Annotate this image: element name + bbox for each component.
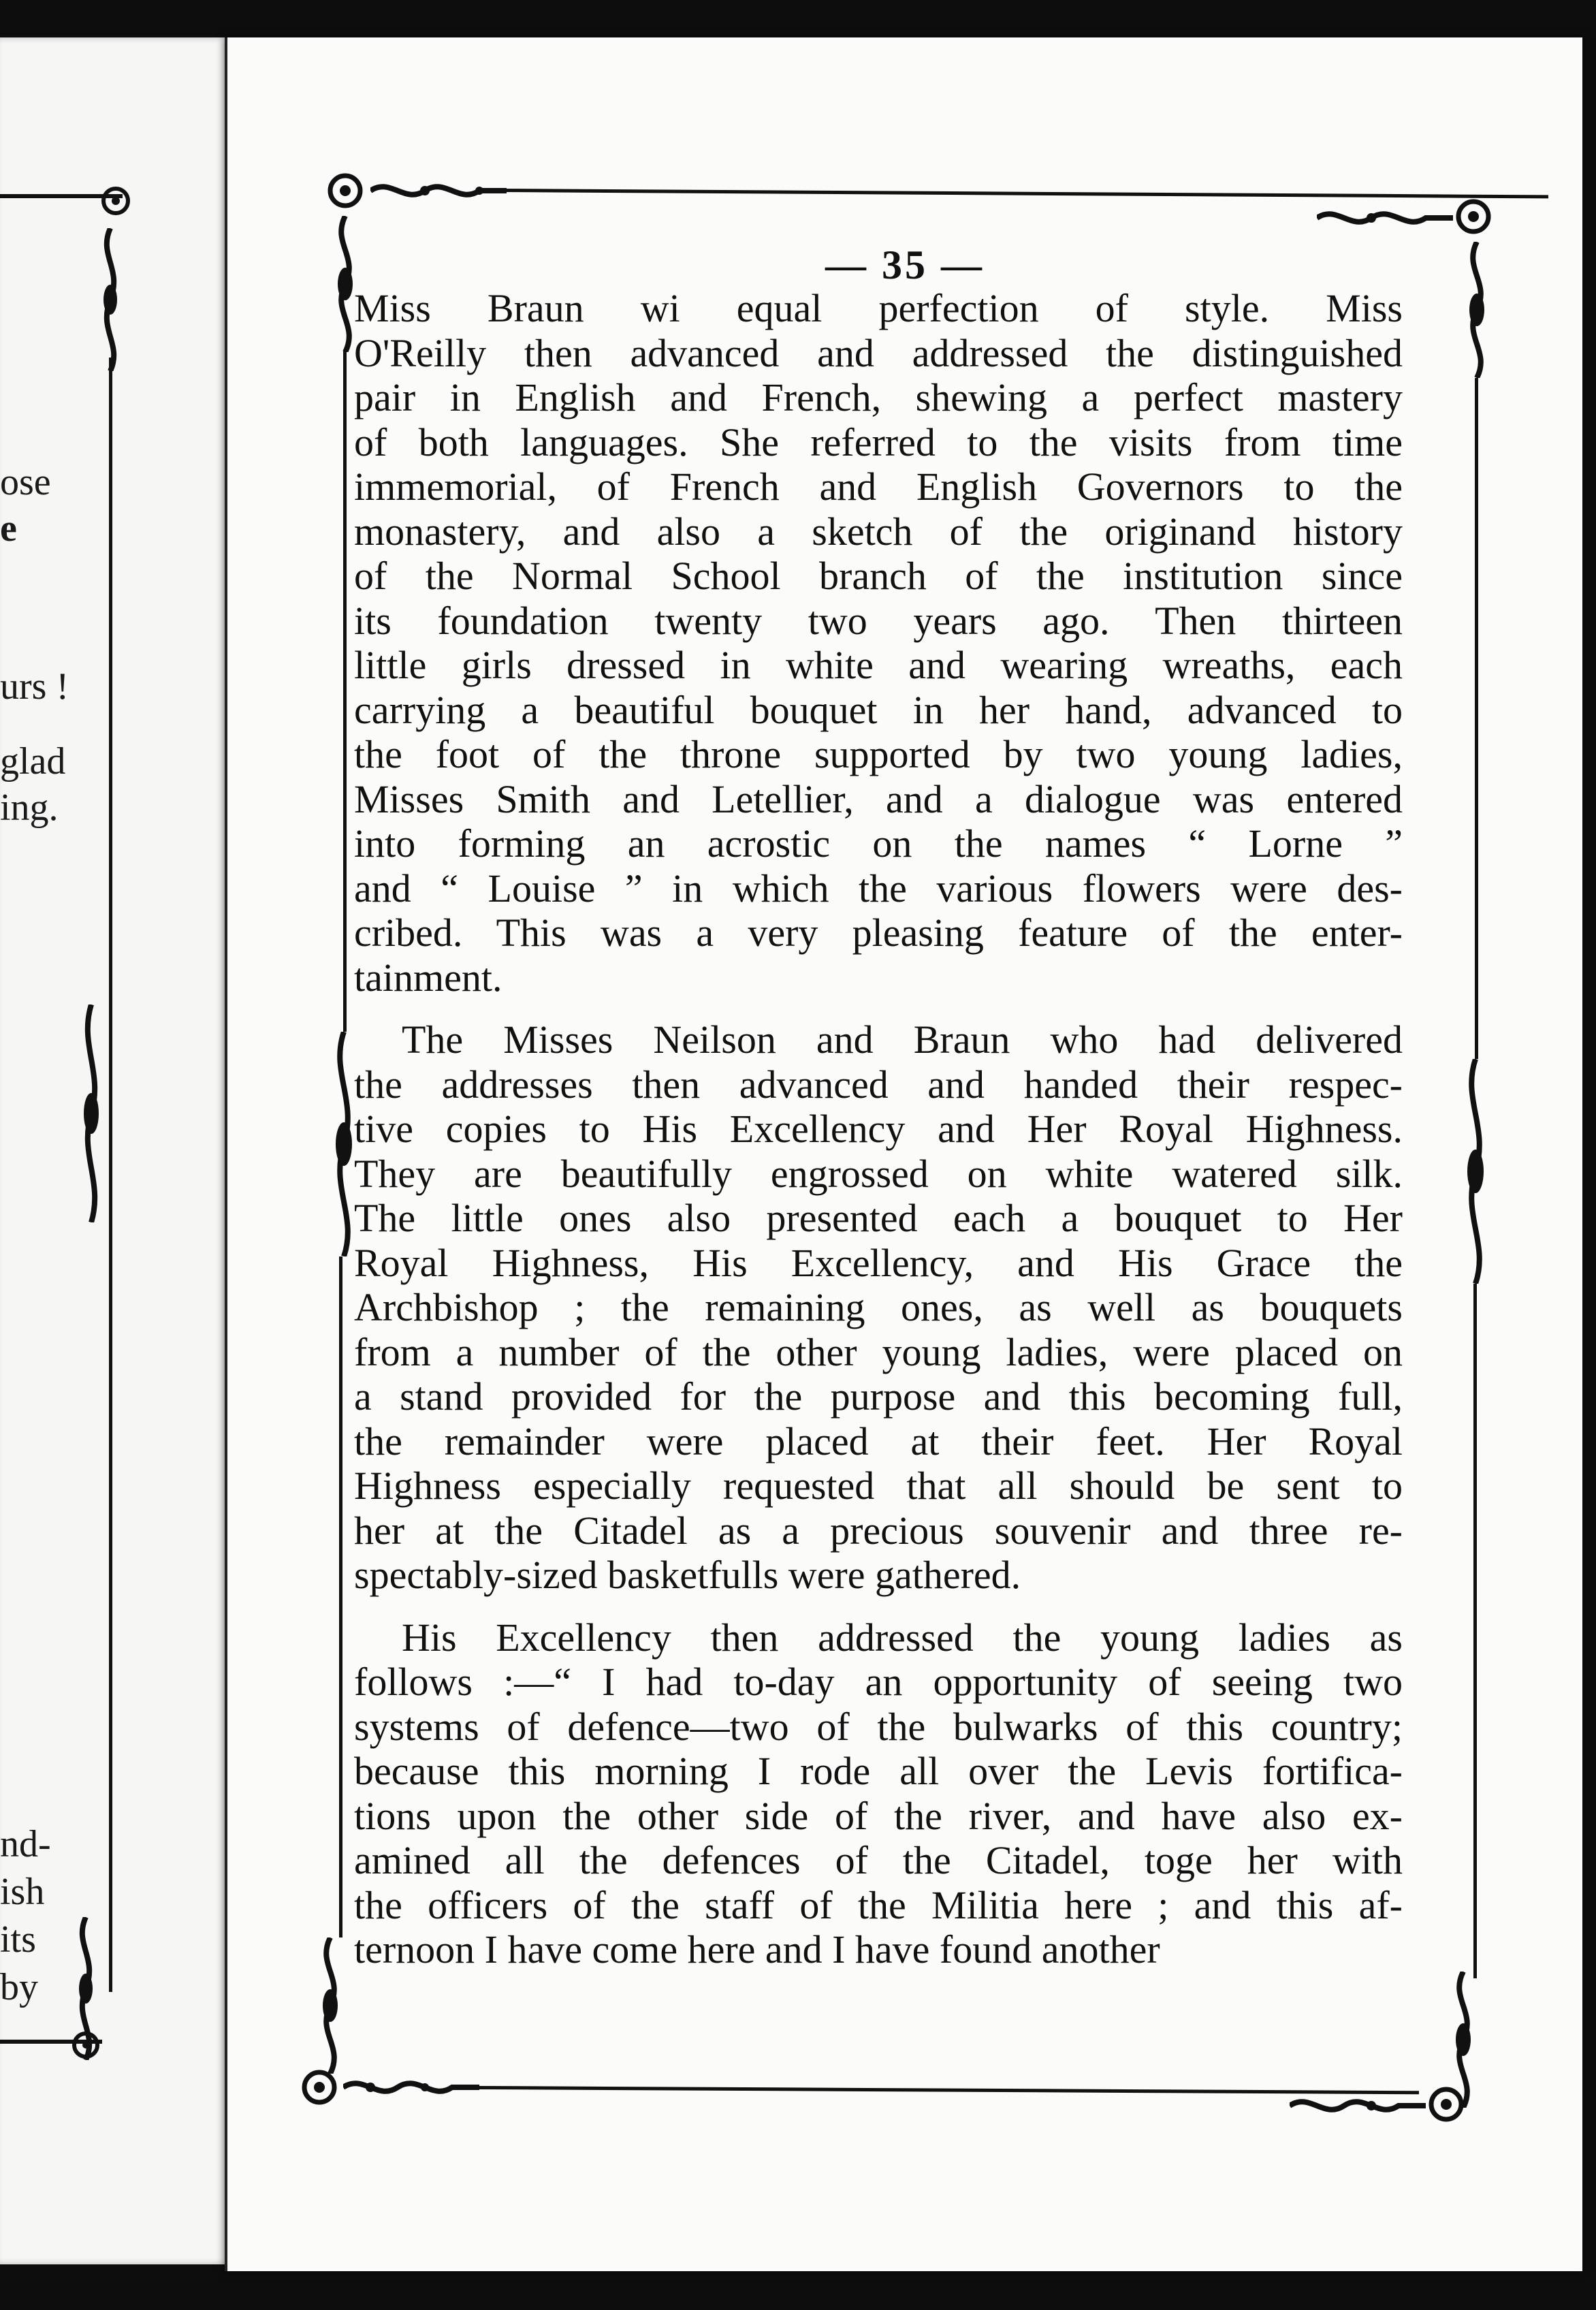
text-line: Misses Smith and Letellier, and a dialogue was entered bbox=[354, 776, 1403, 821]
text-line: immemorial, of French and English Governors to the bbox=[354, 464, 1403, 509]
corner-ornament-icon bbox=[1422, 2080, 1470, 2128]
right-border-rule bbox=[1475, 378, 1478, 1059]
text-line: amined all the defences of the Citadel, toge her with bbox=[354, 1838, 1403, 1882]
previous-page-border-line bbox=[109, 358, 112, 1992]
previous-page-text-fragment: by bbox=[0, 1966, 38, 2008]
previous-page-text-fragment: glad bbox=[0, 740, 66, 782]
text-line: tions upon the other side of the river, and have also ex- bbox=[354, 1793, 1403, 1838]
corner-ornament-icon bbox=[95, 180, 136, 221]
text-line: tive copies to His Excellency and Her Royal Highness. bbox=[354, 1107, 1403, 1151]
text-line: pair in English and French, shewing a perfect mastery bbox=[354, 375, 1403, 420]
text-line: its foundation twenty two years ago. Then thirteen bbox=[354, 598, 1403, 643]
vertical-scroll-ornament-icon bbox=[95, 228, 125, 371]
text-line: systems of defence—two of the bulwarks of this country; bbox=[354, 1704, 1403, 1749]
page-number: — 35 — bbox=[825, 242, 985, 287]
right-border-rule bbox=[1473, 1284, 1477, 1978]
scroll-flourish-icon bbox=[1290, 2089, 1426, 2123]
text-line: The little ones also presented each a bouquet to Her bbox=[354, 1196, 1403, 1240]
scroll-flourish-icon bbox=[370, 174, 507, 208]
text-line: They are beautifully engrossed on white watered silk. bbox=[354, 1151, 1403, 1196]
left-border-rule bbox=[339, 1256, 342, 1937]
text-line: follows :—“ I had to-day an opportunity of seeing two bbox=[354, 1660, 1403, 1704]
vertical-scroll-ornament-icon bbox=[76, 1004, 106, 1222]
scroll-flourish-icon bbox=[1317, 201, 1453, 235]
text-line: monastery, and also a sketch of the originand history bbox=[354, 509, 1403, 554]
text-line: the officers of the staff of the Militia here ; and this af- bbox=[354, 1882, 1403, 1927]
text-line: ternoon I have come here and I have found another bbox=[354, 1927, 1160, 1972]
previous-page-text-fragment: ish bbox=[0, 1871, 45, 1913]
text-line: of the Normal School branch of the institution since bbox=[354, 554, 1403, 598]
text-line: cribed. This was a very pleasing feature of the enter- bbox=[354, 911, 1403, 955]
text-line: His Excellency then addressed the young ladies as bbox=[402, 1615, 1403, 1660]
text-line: little girls dressed in white and wearing wreaths, each bbox=[354, 643, 1403, 687]
corner-ornament-icon bbox=[321, 167, 369, 215]
text-line: spectably-sized basketfulls were gathered. bbox=[354, 1553, 1021, 1597]
bottom-border-rule bbox=[479, 2086, 1419, 2094]
paragraph bbox=[354, 1615, 1403, 1972]
paragraph bbox=[354, 286, 1403, 1000]
paragraph-gap bbox=[354, 1000, 1403, 1017]
corner-ornament-icon bbox=[1450, 193, 1497, 240]
left-border-rule bbox=[343, 351, 347, 1032]
text-line: the remainder were placed at their feet. Her Royal bbox=[354, 1419, 1403, 1463]
text-line: from a number of the other young ladies, were placed on bbox=[354, 1329, 1403, 1374]
scroll-flourish-icon bbox=[343, 2070, 479, 2104]
paragraph-gap bbox=[354, 1598, 1403, 1615]
vertical-scroll-ornament-icon bbox=[1458, 1059, 1493, 1284]
text-line: her at the Citadel as a precious souvenir and three re- bbox=[354, 1508, 1403, 1553]
text-line: Highness especially requested that all should be sent to bbox=[354, 1463, 1403, 1508]
vertical-scroll-ornament-icon bbox=[313, 1937, 347, 2074]
previous-page-text-fragment: urs ! bbox=[0, 665, 69, 708]
page-body-text bbox=[354, 286, 1403, 1972]
text-line: and “ Louise ” in which the various flowers were des- bbox=[354, 866, 1403, 911]
previous-page-text-fragment: nd- bbox=[0, 1823, 51, 1865]
previous-page-text-fragment: its bbox=[0, 1918, 36, 1961]
text-line: tainment. bbox=[354, 955, 502, 1000]
text-line: carrying a beautiful bouquet in her hand, advanced to bbox=[354, 687, 1403, 732]
corner-ornament-icon bbox=[67, 2026, 105, 2064]
corner-ornament-icon bbox=[296, 2063, 343, 2111]
text-line: The Misses Neilson and Braun who had delivered bbox=[402, 1017, 1403, 1062]
previous-page-text-fragment: ose bbox=[0, 461, 51, 503]
text-line: Miss Braun wi equal perfection of style. Miss bbox=[354, 286, 1403, 330]
text-line: Archbishop ; the remaining ones, as well as bouquets bbox=[354, 1285, 1403, 1329]
text-line: the addresses then advanced and handed their respec- bbox=[354, 1062, 1403, 1107]
paragraph bbox=[354, 1017, 1403, 1598]
text-line: a stand provided for the purpose and this becoming full, bbox=[354, 1374, 1403, 1419]
text-line: Royal Highness, His Excellency, and His Grace the bbox=[354, 1240, 1403, 1285]
text-line: of both languages. She referred to the visits from time bbox=[354, 420, 1403, 464]
previous-page-text-fragment: e bbox=[0, 507, 17, 550]
previous-page-text-fragment: ing. bbox=[0, 787, 59, 829]
text-line: O'Reilly then advanced and addressed the distinguished bbox=[354, 330, 1403, 375]
top-border-rule bbox=[500, 189, 1548, 198]
text-line: into forming an acrostic on the names “ Lorne ” bbox=[354, 821, 1403, 866]
previous-page-edge bbox=[0, 37, 232, 2264]
text-line: because this morning I rode all over the Levis fortifica- bbox=[354, 1749, 1403, 1793]
text-line: the foot of the throne supported by two young ladies, bbox=[354, 732, 1403, 776]
